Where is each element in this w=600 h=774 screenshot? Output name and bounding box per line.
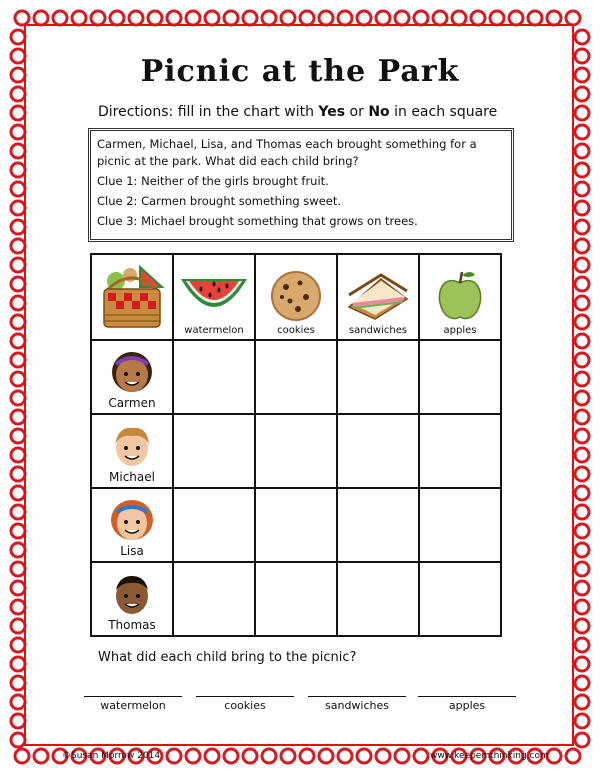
column-label-cookies: cookies — [277, 325, 315, 336]
clue-box — [88, 128, 514, 242]
cookie-icon — [268, 269, 324, 323]
answer-cell[interactable] — [173, 488, 255, 562]
answer-cell[interactable] — [337, 414, 419, 488]
carmen-face-icon — [109, 350, 155, 394]
answer-cell[interactable] — [255, 414, 337, 488]
grid-header-row — [91, 254, 501, 340]
row-header-thomas — [91, 562, 173, 636]
sandwich-icon — [345, 273, 411, 323]
column-cookies — [255, 254, 337, 340]
column-apples — [419, 254, 501, 340]
clue-3: Clue 3: Michael brought something that grows on trees. — [97, 214, 418, 228]
column-label-apples: apples — [443, 325, 477, 336]
picnic-basket-icon — [96, 261, 168, 331]
answer-cell[interactable] — [337, 488, 419, 562]
answer-cell[interactable] — [255, 340, 337, 414]
watermelon-icon — [177, 273, 251, 323]
answer-label: sandwiches — [325, 699, 389, 712]
answer-blank-apples[interactable] — [418, 690, 516, 712]
grid-row — [91, 562, 501, 636]
row-header-lisa — [91, 488, 173, 562]
answer-cell[interactable] — [419, 562, 501, 636]
column-label-watermelon: watermelon — [184, 325, 244, 336]
clue-2: Clue 2: Carmen brought something sweet. — [97, 194, 342, 208]
directions-text: Directions: fill in the chart with — [98, 104, 319, 120]
directions-suffix: in each square — [389, 104, 498, 120]
answer-cell[interactable] — [419, 488, 501, 562]
grid-row — [91, 488, 501, 562]
thomas-face-icon — [109, 572, 155, 616]
answer-label: watermelon — [100, 699, 166, 712]
answer-cell[interactable] — [337, 562, 419, 636]
clue-intro: Carmen, Michael, Lisa, and Thomas each brought something for a picnic at the park. What did each child bring? — [97, 137, 477, 168]
directions-no: No — [368, 104, 390, 120]
answer-cell[interactable] — [255, 562, 337, 636]
row-label-michael: Michael — [109, 470, 155, 484]
column-watermelon — [173, 254, 255, 340]
answer-cell[interactable] — [173, 414, 255, 488]
answer-cell[interactable] — [419, 340, 501, 414]
answer-label: apples — [448, 699, 486, 712]
grid-row — [91, 340, 501, 414]
row-label-lisa: Lisa — [120, 544, 144, 558]
grid-corner — [91, 254, 173, 340]
answer-blank-sandwiches[interactable] — [308, 690, 406, 712]
row-label-carmen: Carmen — [108, 396, 156, 410]
answer-cell[interactable] — [337, 340, 419, 414]
row-header-michael — [91, 414, 173, 488]
answer-blank-cookies[interactable] — [196, 690, 294, 712]
row-label-thomas: Thomas — [108, 618, 156, 632]
directions-yes: Yes — [318, 104, 346, 120]
website-link[interactable]: www.keepemthinking.com — [430, 751, 549, 761]
directions-or: or — [345, 104, 369, 120]
lisa-face-icon — [109, 498, 155, 542]
column-sandwiches — [337, 254, 419, 340]
answer-cell[interactable] — [255, 488, 337, 562]
row-header-carmen — [91, 340, 173, 414]
question-text: What did each child bring to the picnic? — [98, 650, 357, 665]
answer-blank-watermelon[interactable] — [84, 690, 182, 712]
answer-cell[interactable] — [173, 562, 255, 636]
apple-icon — [435, 269, 485, 323]
page-title: Picnic at the Park — [140, 54, 460, 89]
copyright-text: ©Susan Morrow 2014 — [62, 751, 161, 761]
answer-cell[interactable] — [173, 340, 255, 414]
michael-face-icon — [109, 424, 155, 468]
column-label-sandwiches: sandwiches — [348, 325, 408, 336]
answer-label: cookies — [224, 699, 266, 712]
logic-grid — [90, 253, 502, 637]
answer-cell[interactable] — [419, 414, 501, 488]
clue-1: Clue 1: Neither of the girls brought fruit. — [97, 174, 329, 188]
directions — [98, 104, 497, 120]
grid-row — [91, 414, 501, 488]
